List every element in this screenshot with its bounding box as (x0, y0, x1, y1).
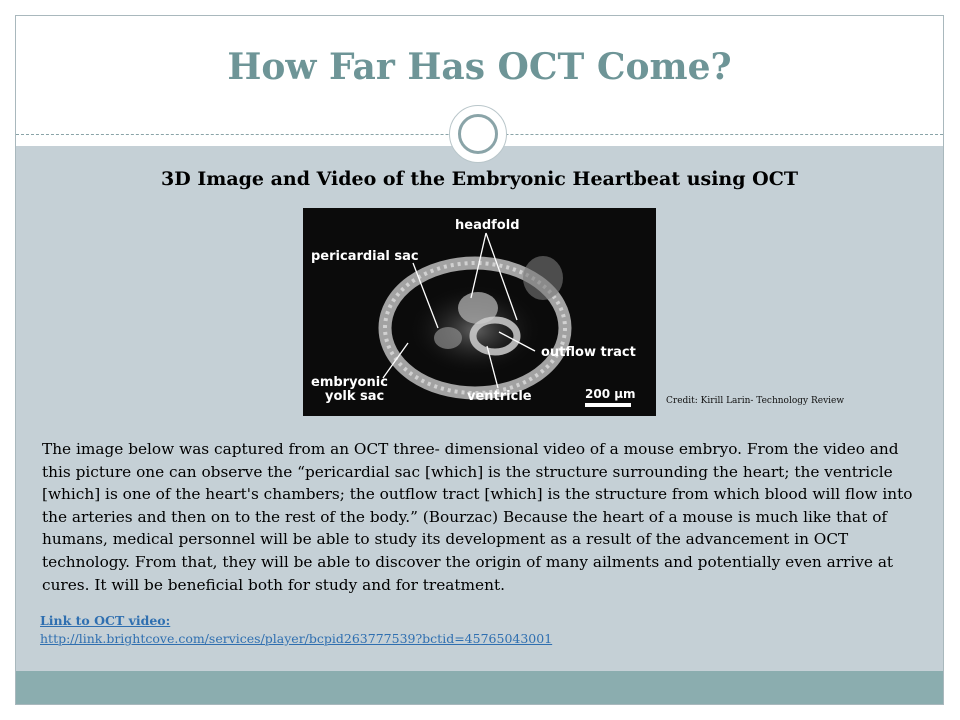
image-credit: Credit: Kirill Larin- Technology Review (666, 396, 845, 406)
label-headfold: headfold (455, 218, 520, 233)
scale-bar (585, 403, 631, 407)
divider-ring-inner (458, 114, 498, 154)
divider-ring-icon (449, 105, 507, 163)
slide-title: How Far Has OCT Come? (227, 46, 732, 88)
oct-video-link-url[interactable]: http://link.brightcove.com/services/player/bcpid263777539?bctid=45765043001 (40, 631, 553, 646)
label-outflow-tract: outflow tract (541, 345, 636, 360)
label-yolk-sac: yolk sac (325, 389, 385, 404)
label-embryonic: embryonic (311, 375, 388, 390)
label-pericardial-sac: pericardial sac (311, 249, 419, 264)
label-ventricle: ventricle (467, 389, 532, 404)
oct-embryo-image (303, 208, 656, 416)
footer-band (16, 671, 943, 704)
oct-video-link-label[interactable]: Link to OCT video: (40, 613, 171, 628)
label-scale: 200 μm (585, 387, 636, 401)
slide-subtitle: 3D Image and Video of the Embryonic Heartbeat using OCT (161, 168, 798, 190)
body-paragraph: The image below was captured from an OCT three- dimensional video of a mouse embryo. From the video and this picture one can observe the “pericardial sac [which] is the structure surrounding the heart; the ventricle [which] is one of the heart's chambers; the outflow tract [which] is the structure from which blood will flow into the arteries and then on to the rest of the body.” (Bourzac) Because the heart of a mouse is much like that of humans, medical personnel will be able to study its development as a result of the advancement in OCT technology. From that, they will be able to discover the origin of many ailments and potentially even arrive at cures. It will be beneficial both for study and for treatment. (42, 440, 913, 594)
